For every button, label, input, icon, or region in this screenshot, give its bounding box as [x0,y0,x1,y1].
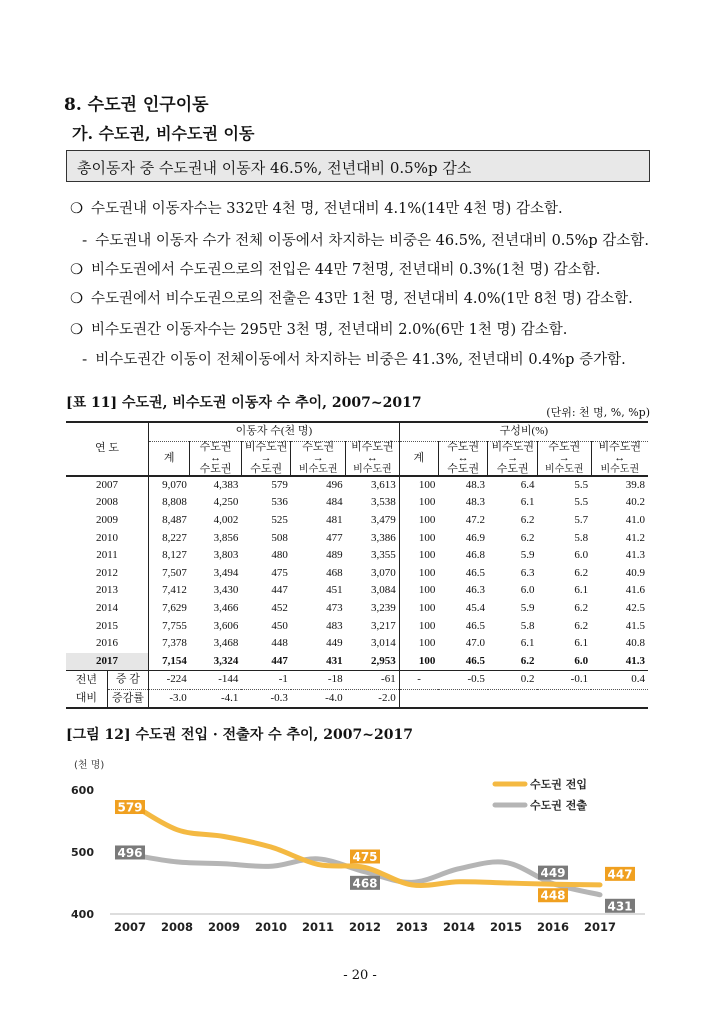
header-line: 비수도권 [491,440,534,453]
value-cell: 3,084 [370,584,396,597]
table-unit: (단위: 천 명, %, %p) [546,406,650,419]
value-cell: 3,613 [370,478,396,491]
table-caption: [표 11] 수도권, 비수도권 이동자 수 추이, 2007~2017 [66,395,422,411]
header-subcol [346,441,400,476]
x-tick-label: 2016 [536,920,570,934]
header-line: ↔ [210,451,222,464]
x-tick-label: 2010 [254,920,288,934]
diff-label: 증감률 [107,689,148,708]
bullet-marker: ❍ [70,201,83,217]
year-cell: 2007 [96,478,119,491]
value-cell: 484 [326,496,343,509]
diff-value-cell [438,689,488,708]
value-cell: 481 [326,514,343,527]
value-cell: 100 [399,565,438,583]
diff-value-cell [591,689,648,708]
diff-value-cell [488,689,538,708]
bullet-text: 비수도권간 이동이 전체이동에서 차지하는 비중은 41.3%, 전년대비 0.4%p 증가함. [95,352,626,368]
value-cell: 46.5 [438,653,488,671]
diff-value-cell: -18 [291,671,346,690]
value-cell: 4,002 [213,514,239,527]
value-cell: 5.8 [574,531,589,544]
value-cell: 7,755 [149,617,190,635]
value-cell: 100 [399,529,438,547]
value-cell: 7,629 [149,600,190,618]
header-line: 비수도권 [244,440,288,453]
table-row [66,512,648,530]
value-cell: 3,386 [370,531,396,544]
value-cell: 7,507 [149,565,190,583]
bullet-item [70,258,600,279]
header-line: → [558,451,570,464]
summary-box: 총이동자 중 수도권내 이동자 46.5%, 전년대비 0.5%p 감소 [66,150,650,182]
value-cell: 46.8 [465,549,485,562]
value-cell: 42.5 [625,602,645,615]
diff-value-cell: -3.0 [149,689,190,708]
value-cell: 6.2 [520,514,535,527]
value-cell: 46.5 [465,566,485,579]
table-row [66,582,648,600]
year-cell: 2015 [96,619,119,632]
header-line: ↔ [614,451,626,464]
value-cell: 3,479 [370,514,396,527]
value-cell: 48.3 [465,496,485,509]
y-tick-label: 600 [71,784,94,797]
value-cell: 39.8 [625,478,645,491]
value-cell: 100 [399,476,438,495]
value-cell: 9,070 [149,476,190,495]
x-tick-label: 2017 [583,920,617,934]
value-cell: 579 [271,478,288,491]
year-cell: 2016 [96,637,119,650]
header-line: 비수도권 [600,463,640,475]
diff-row [66,689,648,708]
value-cell: 7,412 [149,582,190,600]
value-cell: 41.3 [625,549,645,562]
year-cell: 2011 [96,549,118,562]
bullet-item [82,229,649,250]
header-line: 수도권 [548,440,581,453]
value-cell: 41.6 [625,584,645,597]
line-chart [60,750,660,950]
value-cell: 431 [291,653,346,671]
value-cell: 8,808 [149,494,190,512]
diff-group-label: 대비 [66,689,107,708]
data-label: 579 [117,800,143,815]
header-line: 수도권 [199,462,232,475]
diff-value-cell [537,689,591,708]
value-cell: 6.3 [520,566,535,579]
header-subcol [438,441,488,476]
diff-value-cell: -0.3 [241,689,291,708]
value-cell: 3,324 [190,653,242,671]
header-line: 비수도권 [544,463,584,475]
value-cell: 100 [399,653,438,671]
value-cell: 47.2 [465,514,485,527]
value-cell: 4,250 [213,496,239,509]
value-cell: 8,487 [149,512,190,530]
value-cell: 536 [271,496,288,509]
header-line: 수도권 [302,440,335,453]
x-tick-label: 2013 [395,920,429,934]
value-cell: 6.1 [520,496,535,509]
header-line: 비수도권 [298,463,338,475]
value-cell: 483 [326,619,343,632]
bullet-marker: - [82,233,88,249]
value-cell: 447 [271,584,288,597]
bullet-text: 수도권내 이동자수는 332만 4천 명, 전년대비 4.1%(14만 4천 명) 감소함. [91,201,563,217]
diff-row [66,671,648,690]
figure-caption: [그림 12] 수도권 전입 · 전출자 수 추이, 2007~2017 [66,727,413,743]
value-cell: 6.0 [537,653,591,671]
bullet-item [70,197,563,218]
header-line: → [260,451,272,464]
legend-label: 수도권 전입 [530,778,587,791]
value-cell: 3,355 [370,549,396,562]
year-cell: 2013 [96,584,119,597]
migration-table [66,421,648,709]
header-line: 비수도권 [353,463,392,475]
value-cell: 2,953 [346,653,400,671]
value-cell: 3,217 [370,619,396,632]
value-cell: 6.2 [520,531,535,544]
bullet-item [70,318,567,339]
value-cell: 3,803 [213,549,239,562]
data-label: 448 [540,888,566,903]
value-cell: 7,154 [149,653,190,671]
header-total: 계 [149,441,190,476]
value-cell: 452 [271,602,288,615]
header-total: 계 [399,441,438,476]
x-tick-label: 2014 [442,920,476,934]
value-cell: 4,383 [213,478,239,491]
value-cell: 451 [326,584,343,597]
value-cell: 489 [326,549,343,562]
header-year: 연 도 [66,422,149,476]
diff-value-cell: 0.4 [591,671,648,690]
header-subcol [291,441,346,476]
table-row [66,529,648,547]
value-cell: 5.5 [574,496,589,509]
header-group-count: 이동자 수(천 명) [149,422,400,441]
diff-value-cell: -0.1 [537,671,591,690]
value-cell: 41.3 [591,653,648,671]
value-cell: 41.0 [625,514,645,527]
value-cell: 3,239 [370,602,396,615]
value-cell: 6.0 [574,549,589,562]
data-label: 449 [540,866,566,881]
data-label: 447 [607,867,633,882]
value-cell: 46.9 [465,531,485,544]
value-cell: 477 [326,531,343,544]
bullet-marker: ❍ [70,322,83,338]
value-cell: 5.8 [520,619,535,632]
value-cell: 5.9 [520,602,535,615]
x-tick-label: 2015 [489,920,523,934]
value-cell: 3,070 [370,566,396,579]
bullet-text: 비수도권에서 수도권으로의 전입은 44만 7천명, 전년대비 0.3%(1천 명) 감소함. [91,262,601,278]
value-cell: 100 [399,582,438,600]
bullet-item [82,348,626,369]
header-line: 수도권 [447,440,480,453]
diff-value-cell: -2.0 [346,689,400,708]
value-cell: 100 [399,635,438,653]
header-line: ↔ [457,451,469,464]
diff-value-cell: -4.1 [190,689,242,708]
x-tick-label: 2007 [113,920,147,934]
value-cell: 8,227 [149,529,190,547]
year-cell: 2009 [96,514,119,527]
header-line: 비수도권 [351,440,394,453]
value-cell: 5.5 [574,478,589,491]
value-cell: 3,468 [213,637,239,650]
header-subcol [591,441,648,476]
value-cell: 6.2 [488,653,538,671]
table-row [66,653,648,671]
diff-value-cell: 0.2 [488,671,538,690]
value-cell: 41.2 [625,531,645,544]
table-row [66,600,648,618]
subsection-title: 가. 수도권, 비수도권 이동 [72,124,255,143]
x-tick-label: 2009 [207,920,241,934]
value-cell: 46.3 [465,584,485,597]
value-cell: 5.9 [520,549,535,562]
header-line: 비수도권 [598,440,642,453]
table-row [66,635,648,653]
header-subcol [488,441,538,476]
value-cell: 449 [326,637,343,650]
x-tick-label: 2012 [348,920,382,934]
bullet-marker: - [82,352,88,368]
value-cell: 6.4 [520,478,535,491]
value-cell: 3,538 [370,496,396,509]
value-cell: 450 [271,619,288,632]
bullet-text: 수도권내 이동자 수가 전체 이동에서 차지하는 비중은 46.5%, 전년대비 0.5%p 감소함. [95,233,649,249]
value-cell: 40.8 [625,637,645,650]
diff-value-cell: - [399,671,438,690]
bullet-marker: ❍ [70,262,83,278]
diff-value-cell [399,689,438,708]
diff-label: 증 감 [107,671,148,690]
value-cell: 6.1 [520,637,535,650]
value-cell: 508 [271,531,288,544]
diff-value-cell: -0.5 [438,671,488,690]
diff-group-label: 전년 [75,673,98,686]
value-cell: 475 [271,566,288,579]
header-group-ratio: 구성비(%) [399,422,648,441]
value-cell: 3,430 [213,584,239,597]
table-row [66,494,648,512]
x-tick-label: 2011 [301,920,335,934]
header-line: → [312,451,324,464]
value-cell: 3,606 [213,619,239,632]
value-cell: 3,856 [213,531,239,544]
value-cell: 6.2 [574,566,589,579]
value-cell: 6.2 [574,619,589,632]
value-cell: 6.0 [520,584,535,597]
diff-value-cell: -1 [241,671,291,690]
header-subcol [537,441,591,476]
year-cell: 2014 [96,602,119,615]
diff-value-cell: -4.0 [291,689,346,708]
header-subcol [190,441,242,476]
table-row [66,617,648,635]
value-cell: 46.5 [465,619,485,632]
value-cell: 5.7 [574,514,589,527]
value-cell: 468 [326,566,343,579]
value-cell: 6.1 [574,637,589,650]
value-cell: 3,466 [213,602,239,615]
diff-value-cell: -224 [149,671,190,690]
value-cell: 41.5 [625,619,645,632]
header-line: ↔ [366,451,378,464]
header-line: 수도권 [496,462,529,475]
legend-label: 수도권 전출 [530,799,587,812]
value-cell: 100 [399,494,438,512]
value-cell: 100 [399,600,438,618]
year-cell: 2017 [66,653,149,671]
value-cell: 100 [399,512,438,530]
value-cell: 448 [271,637,288,650]
value-cell: 45.4 [465,602,485,615]
value-cell: 40.9 [625,566,645,579]
value-cell: 3,014 [370,637,396,650]
value-cell: 447 [241,653,291,671]
diff-value-cell: -61 [346,671,400,690]
value-cell: 48.3 [465,478,485,491]
value-cell: 3,494 [213,566,239,579]
x-tick-label: 2008 [160,920,194,934]
header-line: → [507,451,519,464]
value-cell: 100 [399,617,438,635]
value-cell: 525 [271,514,288,527]
table-row [66,547,648,565]
bullet-text: 비수도권간 이동자수는 295만 3천 명, 전년대비 2.0%(6만 1천 명) 감소함. [91,322,568,338]
value-cell: 480 [271,549,288,562]
data-label: 468 [352,876,378,891]
bullet-marker: ❍ [70,291,83,307]
value-cell: 496 [326,478,343,491]
bullet-text: 수도권에서 비수도권으로의 전출은 43만 1천 명, 전년대비 4.0%(1만 8천 명) 감소함. [91,291,633,307]
header-subcol [241,441,291,476]
section-title: 8. 수도권 인구이동 [64,95,209,115]
data-label: 475 [352,850,378,864]
year-cell: 2012 [96,566,119,579]
table-row [66,476,648,495]
table-row [66,565,648,583]
value-cell: 7,378 [149,635,190,653]
year-cell: 2008 [96,496,119,509]
value-cell: 47.0 [465,637,485,650]
y-tick-label: 500 [71,846,94,859]
y-tick-label: 400 [71,908,94,921]
data-label: 431 [607,899,633,914]
header-line: 수도권 [250,462,283,475]
bullet-item [70,287,633,308]
header-line: 수도권 [199,440,232,453]
data-label: 496 [117,845,143,860]
value-cell: 6.2 [574,602,589,615]
value-cell: 100 [399,547,438,565]
value-cell: 40.2 [625,496,645,509]
value-cell: 6.1 [574,584,589,597]
value-cell: 473 [326,602,343,615]
y-axis-unit-label: (천 명) [74,760,105,771]
year-cell: 2010 [96,531,119,544]
value-cell: 8,127 [149,547,190,565]
page-number: - 20 - [343,968,377,983]
diff-value-cell: -144 [190,671,242,690]
header-line: 수도권 [447,462,480,475]
